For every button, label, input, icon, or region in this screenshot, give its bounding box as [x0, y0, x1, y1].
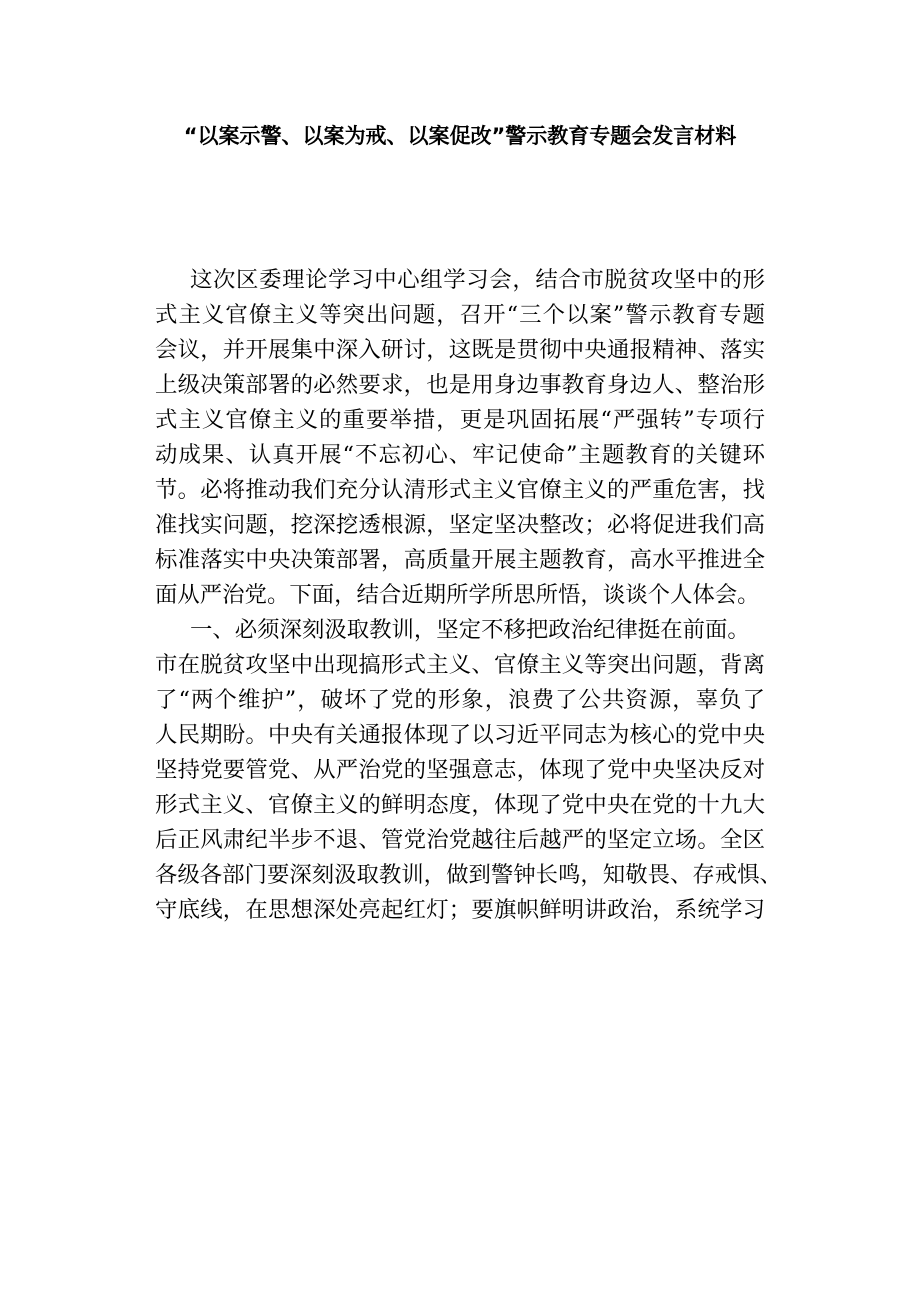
text-line: 标准落实中央决策部署，高质量开展主题教育，高水平推进全 [155, 547, 765, 573]
text-line: 节。必将推动我们充分认清形式主义官僚主义的严重危害，找 [155, 477, 765, 503]
text-line: 式主义官僚主义的重要举措，更是巩固拓展“严强转”专项行 [155, 407, 765, 433]
text-line: 坚持党要管党、从严治党的坚强意志，体现了党中央坚决反对 [155, 757, 765, 783]
document-body [155, 263, 782, 928]
text-line: 式主义官僚主义等突出问题，召开“三个以案”警示教育专题 [155, 302, 765, 328]
text-line: 各级各部门要深刻汲取教训，做到警钟长鸣，知敬畏、存戒惧、 [155, 862, 782, 888]
text-line: 这次区委理论学习中心组学习会，结合市脱贫攻坚中的形 [190, 267, 765, 293]
text-line: 后正风肃纪半步不退、管党治党越往后越严的坚定立场。全区 [155, 827, 765, 853]
text-line: 上级决策部署的必然要求，也是用身边事教育身边人、整治形 [155, 372, 765, 398]
text-line: 动成果、认真开展“不忘初心、牢记使命”主题教育的关键环 [155, 442, 765, 468]
text-line: 了“两个维护”，破坏了党的形象，浪费了公共资源，辜负了 [155, 687, 765, 713]
text-line: 市在脱贫攻坚中出现搞形式主义、官僚主义等突出问题，背离 [155, 652, 765, 678]
paragraph-section-one [155, 613, 782, 928]
text-line: 准找实问题，挖深挖透根源，坚定坚决整改；必将促进我们高 [155, 512, 765, 538]
text-line: 面从严治党。下面，结合近期所学所思所悟，谈谈个人体会。 [155, 582, 760, 608]
text-line: 人民期盼。中央有关通报体现了以习近平同志为核心的党中央 [155, 722, 765, 748]
document-title: “以案示警、以案为戒、以案促改”警示教育专题会发言材料 [183, 124, 737, 148]
section-heading-line: 一、必须深刻汲取教训，坚定不移把政治纪律挺在前面。 [190, 617, 750, 643]
paragraph-intro [155, 263, 765, 613]
text-line: 会议，并开展集中深入研讨，这既是贯彻中央通报精神、落实 [155, 337, 765, 363]
text-line: 守底线，在思想深处亮起红灯；要旗帜鲜明讲政治，系统学习 [155, 897, 765, 923]
text-line: 形式主义、官僚主义的鲜明态度，体现了党中央在党的十九大 [155, 792, 765, 818]
